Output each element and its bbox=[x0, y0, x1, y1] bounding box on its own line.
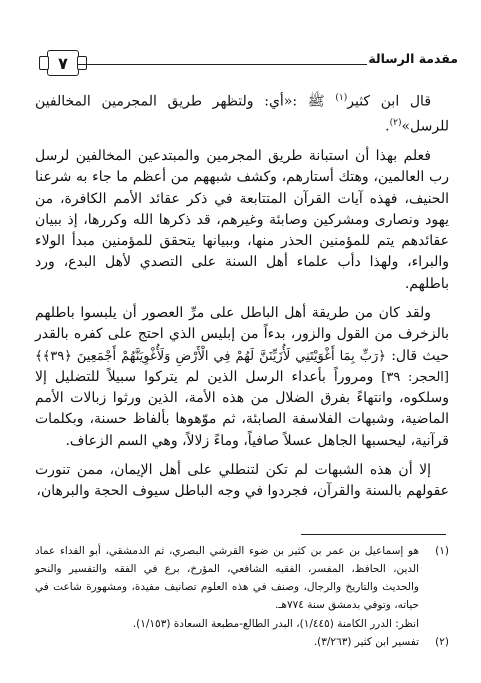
verse-reference: [الحجر: ٣٩] bbox=[381, 369, 449, 385]
page-header bbox=[22, 48, 462, 74]
footnote-number: (٢) bbox=[435, 636, 449, 648]
footnote-1-sources: انظر: الدرر الكامنة (١/٤٤٥)، البدر الطالع-مطبعة السعادة (١/١٥٣). bbox=[132, 618, 419, 630]
honorific: ﷺ bbox=[307, 93, 325, 110]
paragraph-3: ولقد كان من طريقة أهل الباطل على مرِّ العصور أن يلبسوا باطلهم بالزخرف من القول والزور، بدءاً من إبليس الذي احتج على كفره بالقدر حيث قال: ﴿رَبِّ بِمَا أَغْوَيْتَنِي لَأُزَيِّنَنَّ لَهُمْ فِي الْأَرْضِ وَلَأُغْوِيَنَّهُمْ أَجْمَعِينَ ﴿٣٩﴾﴾ [الحجر: ٣٩] ومروراً بأعداء الرسل الذين لم يتركوا سبيلاً للتضليل إلا وسلكوه، وانتهاءً بفرق الضلال من هذه الأمة، الذين ورثوا زبالات الأمم الماضية، وشبهات الفلاسفة الصابئة، ثم موّهوها بألفاظ حسنة، وبكلمات قرآنية، ليحسبها الجاهل عسلاً صافياً، وماءً زلالاً، وهي السم الزعاف. bbox=[35, 304, 449, 449]
header-rule bbox=[77, 64, 367, 65]
footnotes bbox=[35, 542, 449, 652]
page-number: ٧ bbox=[58, 53, 68, 73]
footnote-text: هو إسماعيل بن عمر بن كثير بن ضوء القرشي البصري، ثم الدمشقي، أبو الفداء عماد الدين، الحافظ، المفسر، الفقيه الشافعي، المؤرخ، برع في الفقه والتفسير والنحو والحديث والتاريخ والرجال، وصنف في هذه العلوم تصانيف مفيدة، ومشهورة شاعت في حياته، وتوفي بدمشق سنة ٧٧٤هـ. bbox=[35, 545, 419, 611]
footnote-text: تفسير ابن كثير (٣/٢٦٣). bbox=[313, 636, 419, 648]
footnote-ref-2: (٢) bbox=[389, 117, 402, 128]
paragraph-2: فعلم بهذا أن استبانة طريق المجرمين والمبتدعين المخالفين لرسل رب العالمين، وهتك أستارهم، وكشف شبههم من أعظم ما جاء به شرعنا الحنيف، فهذه آيات القرآن المتتابعة في ذكر عقائد الأمم الكافرة، من يهود ونصارى ومشركين وصابئة وغيرهم، قد ذكرها الله وكررها، إذ ببيان عقائدهم يتم للمؤمنين الحذر منها، وببيانها يتحقق للمؤمنين مبدأ الولاء والبراء، ولهذا دأب علماء أهل السنة على التصدي لأهل البدع، ورد باطلهم. bbox=[35, 147, 449, 292]
footnote-1 bbox=[35, 542, 449, 614]
footnote-divider bbox=[301, 534, 446, 535]
paragraph-1: قال ابن كثير$^{(١)}$ ﷺ :«أي: ولتظهر طريق المجرمين المخالفين للرسل»$^{(٢)}$. bbox=[35, 93, 449, 135]
paragraph-4: إلا أن هذه الشبهات لم تكن لتنطلي على أهل الإيمان، ممن تنورت عقولهم بالسنة والقرآن، فجردوا في وجه الباطل سيوف الحجة والبرهان، bbox=[35, 462, 449, 500]
footnote-ref-1: (١) bbox=[335, 93, 348, 103]
footnote-number: (١) bbox=[435, 545, 449, 557]
quran-verse: ﴿رَبِّ بِمَا أَغْوَيْتَنِي لَأُزَيِّنَنَّ لَهُمْ فِي الْأَرْضِ وَلَأُغْوِيَنَّهُمْ أَجْمَعِينَ ﴿٣٩﴾﴾ bbox=[35, 348, 386, 364]
main-text bbox=[35, 88, 449, 511]
page-number-ornament bbox=[47, 50, 79, 76]
quotation: :«أي: ولتظهر طريق المجرمين المخالفين للرسل» bbox=[35, 93, 449, 135]
running-title: مقدمة الرسالة bbox=[368, 51, 458, 66]
footnote-2 bbox=[35, 633, 449, 651]
